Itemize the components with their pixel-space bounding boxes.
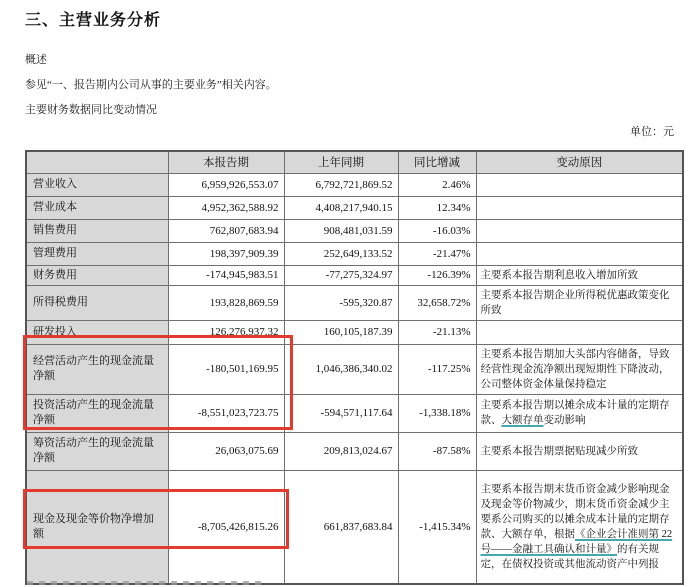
table-header-row (26, 151, 683, 173)
section-title: 三、主营业务分析 (25, 12, 162, 29)
cell-current-period: -180,501,169.95 (168, 344, 284, 394)
cell-change-reason (476, 470, 683, 584)
cell-current-period: 762,807,683.94 (168, 219, 284, 242)
cell-prior-period: -594,571,117.64 (284, 394, 398, 432)
reason-link-text[interactable]: 大额存单 (501, 415, 544, 426)
table-row (26, 320, 683, 344)
unit-label: 单位：元 (630, 126, 674, 138)
cell-prior-period: -77,275,324.97 (284, 265, 398, 285)
cell-yoy-change: 32,658.72% (398, 285, 476, 320)
cell-change-reason (476, 173, 683, 196)
cell-current-period: 193,828,869.59 (168, 285, 284, 320)
cell-item-label: 经营活动产生的现金流量净额 (26, 344, 168, 394)
cell-item-label: 财务费用 (26, 265, 168, 285)
column-header-1: 本报告期 (168, 151, 284, 173)
table-row (26, 285, 683, 320)
table-row (26, 196, 683, 219)
cell-yoy-change: -21.47% (398, 242, 476, 265)
cell-yoy-change: 2.46% (398, 173, 476, 196)
subtitle-financial-change: 主要财务数据同比变动情况 (25, 104, 157, 116)
cell-yoy-change: 12.34% (398, 196, 476, 219)
cell-item-label: 管理费用 (26, 242, 168, 265)
reason-text: 主要系本报告期企业所得税优惠政策变化所致 (480, 289, 670, 316)
cell-change-reason (476, 196, 683, 219)
cell-item-label: 营业成本 (26, 196, 168, 219)
reason-text: 主要系本报告期以摊余成本计量的定期存款、 (480, 400, 670, 426)
cell-change-reason (476, 285, 683, 320)
cell-change-reason (476, 320, 683, 344)
cell-change-reason (476, 265, 683, 285)
cell-current-period: -8,551,023,723.75 (168, 394, 284, 432)
reason-text: 主要系本报告期票据贴现减少所致 (480, 445, 638, 457)
table-row (26, 265, 683, 285)
cell-yoy-change: -117.25% (398, 344, 476, 394)
cell-change-reason (476, 219, 683, 242)
cell-prior-period: 908,481,031.59 (284, 219, 398, 242)
cell-prior-period: 4,408,217,940.15 (284, 196, 398, 219)
table-row (26, 394, 683, 432)
reason-text: 主要系本报告期利息收入增加所致 (480, 269, 638, 281)
table-row (26, 432, 683, 470)
cell-current-period: 6,959,926,553.07 (168, 173, 284, 196)
table-row (26, 219, 683, 242)
cell-item-label: 现金及现金等价物净增加额 (26, 470, 168, 584)
cell-change-reason (476, 344, 683, 394)
cell-change-reason (476, 242, 683, 265)
cell-current-period: -8,705,426,815.26 (168, 470, 284, 584)
clipped-text-remnant (27, 581, 267, 585)
cell-prior-period: -595,320.87 (284, 285, 398, 320)
cell-yoy-change: -21.13% (398, 320, 476, 344)
reason-text: 主要系本报告期加大头部内容储备，导致经营性现金流净额出现短期性下降波动，公司整体资金体量保持稳定 (480, 348, 670, 390)
table-row (26, 173, 683, 196)
column-header-0 (26, 151, 168, 173)
cell-item-label: 所得税费用 (26, 285, 168, 320)
cell-current-period: 26,063,075.69 (168, 432, 284, 470)
cell-change-reason (476, 432, 683, 470)
overview-label: 概述 (25, 54, 47, 66)
table-row (26, 344, 683, 394)
column-header-3: 同比增减 (398, 151, 476, 173)
cell-current-period: -174,945,983.51 (168, 265, 284, 285)
cell-yoy-change: -87.58% (398, 432, 476, 470)
reason-text: 的有关规定，在债权投资或其他流动资产中列报 (480, 543, 659, 570)
cell-yoy-change: -1,338.18% (398, 394, 476, 432)
cell-change-reason (476, 394, 683, 432)
cell-prior-period: 252,649,133.52 (284, 242, 398, 265)
cell-yoy-change: -126.39% (398, 265, 476, 285)
column-header-2: 上年同期 (284, 151, 398, 173)
cell-item-label: 研发投入 (26, 320, 168, 344)
reason-text: 变动影响 (543, 415, 586, 426)
table-row (26, 242, 683, 265)
column-header-4: 变动原因 (476, 151, 683, 173)
cell-prior-period: 661,837,683.84 (284, 470, 398, 584)
reason-link-text[interactable]: 《企业会计准则第 22 号——金融工具确认和计量》 (480, 528, 673, 555)
cell-prior-period: 160,105,187.39 (284, 320, 398, 344)
cell-yoy-change: -16.03% (398, 219, 476, 242)
cell-current-period: 4,952,362,588.92 (168, 196, 284, 219)
cell-yoy-change: -1,415.34% (398, 470, 476, 584)
cell-prior-period: 209,813,024.67 (284, 432, 398, 470)
cell-current-period: 126,276,937.32 (168, 320, 284, 344)
cell-prior-period: 1,046,386,340.02 (284, 344, 398, 394)
cell-current-period: 198,397,909.39 (168, 242, 284, 265)
table-row (26, 470, 683, 584)
cell-prior-period: 6,792,721,869.52 (284, 173, 398, 196)
financial-comparison-table (25, 150, 684, 585)
overview-reference-text: 参见“一、报告期内公司从事的主要业务”相关内容。 (25, 79, 277, 91)
cell-item-label: 营业收入 (26, 173, 168, 196)
cell-item-label: 销售费用 (26, 219, 168, 242)
cell-item-label: 筹资活动产生的现金流量净额 (26, 432, 168, 470)
cell-item-label: 投资活动产生的现金流量净额 (26, 394, 168, 432)
reason-text: 主要系本报告期末货币资金减少影响现金及现金等价物减少，期末货币资金减少主要系公司购买的以摊余成本计量的定期存款、大额存单，根据 (480, 483, 670, 540)
